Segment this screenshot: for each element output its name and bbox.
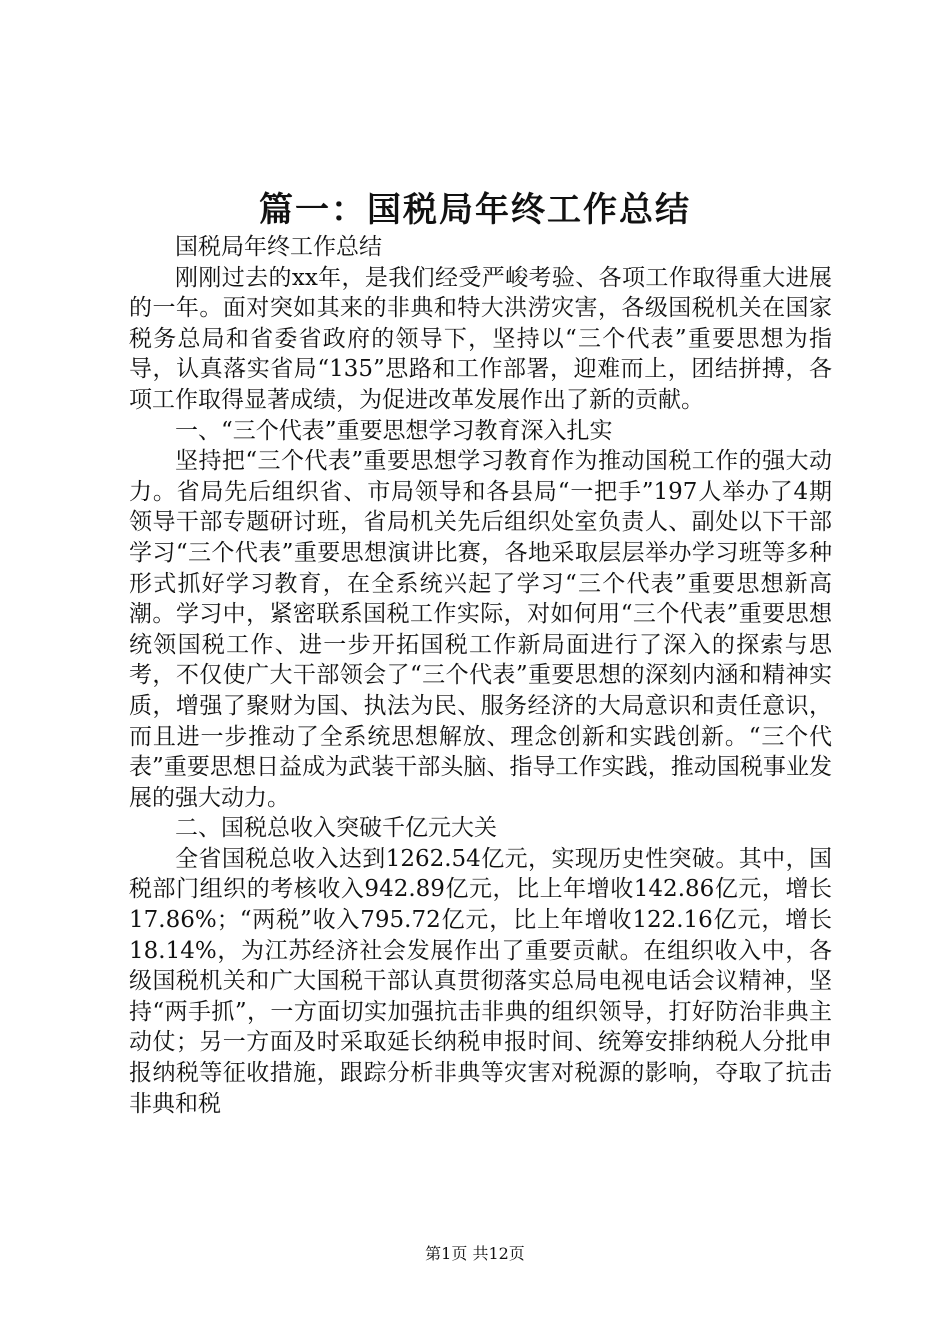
section-2-paragraph: 全省国税总收入达到1262.54亿元，实现历史性突破。其中，国税部门组织的考核收入942.89亿元，比上年增收142.86亿元，增长17.86%；“两税”收入795.72亿元，比上年增收122.16亿元，增长18.14%，为江苏经济社会发展作出了重要贡献。在组织收入中，各级国税机关和广大国税干部认真贯彻落实总局电视电话会议精神，坚持“两手抓”，一方面切实加强抗击非典的组织领导，打好防治非典主动仗；另一方面及时采取延长纳税申报时间、统筹安排纳税人分批申报纳税等征收措施，跟踪分析非典等灾害对税源的影响，夺取了抗击非典和税 bbox=[129, 845, 832, 1117]
intro-paragraph: 刚刚过去的xx年，是我们经受严峻考验、各项工作取得重大进展的一年。面对突如其来的非典和特大洪涝灾害，各级国税机关在国家税务总局和省委省政府的领导下，坚持以“三个代表”重要思想为指导，认真落实省局“135”思路和工作部署，迎难而上，团结拼搏，各项工作取得显著成绩，为促进改革发展作出了新的贡献。 bbox=[129, 264, 832, 413]
subtitle-paragraph: 国税局年终工作总结 bbox=[175, 234, 382, 260]
page-title: 篇一：国税局年终工作总结 bbox=[259, 190, 691, 230]
document-body bbox=[129, 232, 832, 1119]
page-footer: 第1页 共12页 bbox=[425, 1244, 525, 1263]
section-heading-1: 一、“三个代表”重要思想学习教育深入扎实 bbox=[175, 417, 613, 444]
section-1-paragraph: 坚持把“三个代表”重要思想学习教育作为推动国税工作的强大动力。省局先后组织省、市局领导和各县局“一把手”197人举办了4期领导干部专题研讨班，省局机关先后组织处室负责人、副处以下干部学习“三个代表”重要思想演讲比赛，各地采取层层举办学习班等多种形式抓好学习教育，在全系统兴起了学习“三个代表”重要思想新高潮。学习中，紧密联系国税工作实际，对如何用“三个代表”重要思想统领国税工作、进一步开拓国税工作新局面进行了深入的探索与思考，不仅使广大干部领会了“三个代表”重要思想的深刻内涵和精神实质，增强了聚财为国、执法为民、服务经济的大局意识和责任意识，而且进一步推动了全系统思想解放、理念创新和实践创新。“三个代表”重要思想日益成为武装干部头脑、指导工作实践，推动国税事业发展的强大动力。 bbox=[129, 448, 832, 811]
section-heading-2: 二、国税总收入突破千亿元大关 bbox=[175, 815, 497, 842]
